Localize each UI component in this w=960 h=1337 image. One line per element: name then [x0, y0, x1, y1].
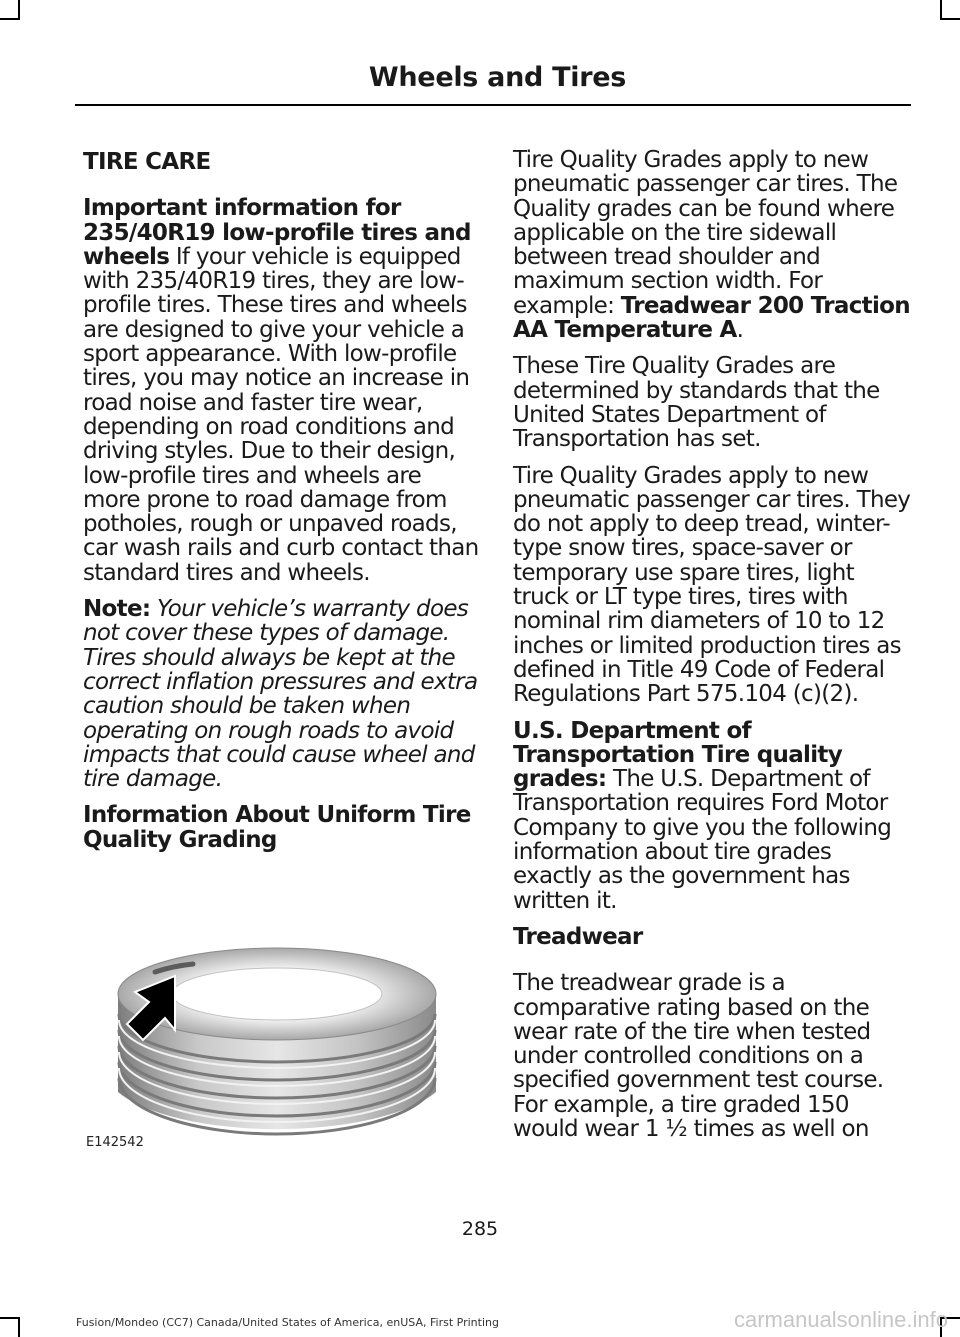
figure-code: E142542	[86, 1135, 144, 1150]
low-profile-text: If your vehicle is equipped with 235/40R19 tires, they are low-profile tires. These tires and wheels are designed to give your vehicle a sport appearance. With low-profile tires, you may notice an increase in road noise and faster tire wear, depending on road conditions and driving styles. Due to their design, low-profile tires and wheels are more prone to road damage from potholes, rough or unpaved roads, car wash rails and curb contact than standard tires and wheels.	[83, 243, 479, 586]
treadwear-paragraph: The treadwear grade is a comparative rating based on the wear rate of the tire when tested under controlled conditions on a specified government test course. For example, a tire graded 150 would wear 1 ½ times as well on	[513, 970, 884, 1142]
header-divider	[75, 104, 911, 106]
left-column	[83, 148, 483, 864]
quality-grades-text: Tire Quality Grades apply to new pneumatic passenger car tires. The Quality grades can be found where applicable on the tire sidewall between tread shoulder and maximum section width. For example:	[513, 147, 898, 319]
crop-mark	[18, 1317, 20, 1337]
note-paragraph	[83, 597, 483, 791]
quality-grades-end: .	[736, 317, 744, 344]
note-text: Your vehicle’s warranty does not cover these types of damage. Tires should always be kept at the correct inflation pressures and extra caution should be taken when operating on rough roads to avoid impacts that could cause wheel and tire damage.	[83, 596, 478, 793]
watermark: carmanualsonline.info	[733, 1307, 948, 1332]
uniform-grading-heading: Information About Uniform Tire Quality Grading	[83, 802, 471, 853]
low-profile-paragraph	[83, 196, 483, 585]
crop-mark	[18, 0, 20, 20]
page-header-title: Wheels and Tires	[368, 62, 626, 93]
dot-grades-paragraph	[513, 719, 913, 913]
footer-text: Fusion/Mondeo (CC7) Canada/United States of America, enUSA, First Printing	[76, 1316, 499, 1329]
right-column	[513, 148, 913, 1153]
tire-body	[118, 948, 436, 1134]
page-number: 285	[461, 1218, 499, 1240]
crop-mark	[940, 0, 942, 20]
crop-mark	[0, 1317, 20, 1319]
low-profile-heading: Important information for 235/40R19 low-profile tires and wheels	[83, 195, 471, 270]
crop-mark	[940, 18, 960, 20]
treadwear-heading: Treadwear	[513, 923, 643, 950]
exclusions-paragraph: Tire Quality Grades apply to new pneumatic passenger car tires. They do not apply to deep tread, winter-type snow tires, space-saver or temporary use spare tires, light truck or LT type tires, tires with nominal rim diameters of 10 to 12 inches or limited production tires as defined in Title 49 Code of Federal Regulations Part 575.104 (c)(2).	[513, 462, 911, 708]
dot-grades-text: The U.S. Department of Transportation requires Ford Motor Company to give you the following information about tire grades exactly as the government has written it.	[513, 766, 892, 914]
quality-grades-paragraph	[513, 148, 913, 342]
tire-sidewall-arrow-illustration	[83, 944, 483, 1164]
dot-grades-heading: U.S. Department of Transportation Tire quality grades:	[513, 717, 843, 793]
note-label: Note:	[83, 596, 151, 623]
standards-paragraph: These Tire Quality Grades are determined by standards that the United States Department of Transportation has set.	[513, 353, 880, 453]
section-title: TIRE CARE	[83, 149, 211, 175]
quality-grade-example: Treadwear 200 Traction AA Temperature A	[513, 292, 910, 344]
crop-mark	[0, 18, 20, 20]
